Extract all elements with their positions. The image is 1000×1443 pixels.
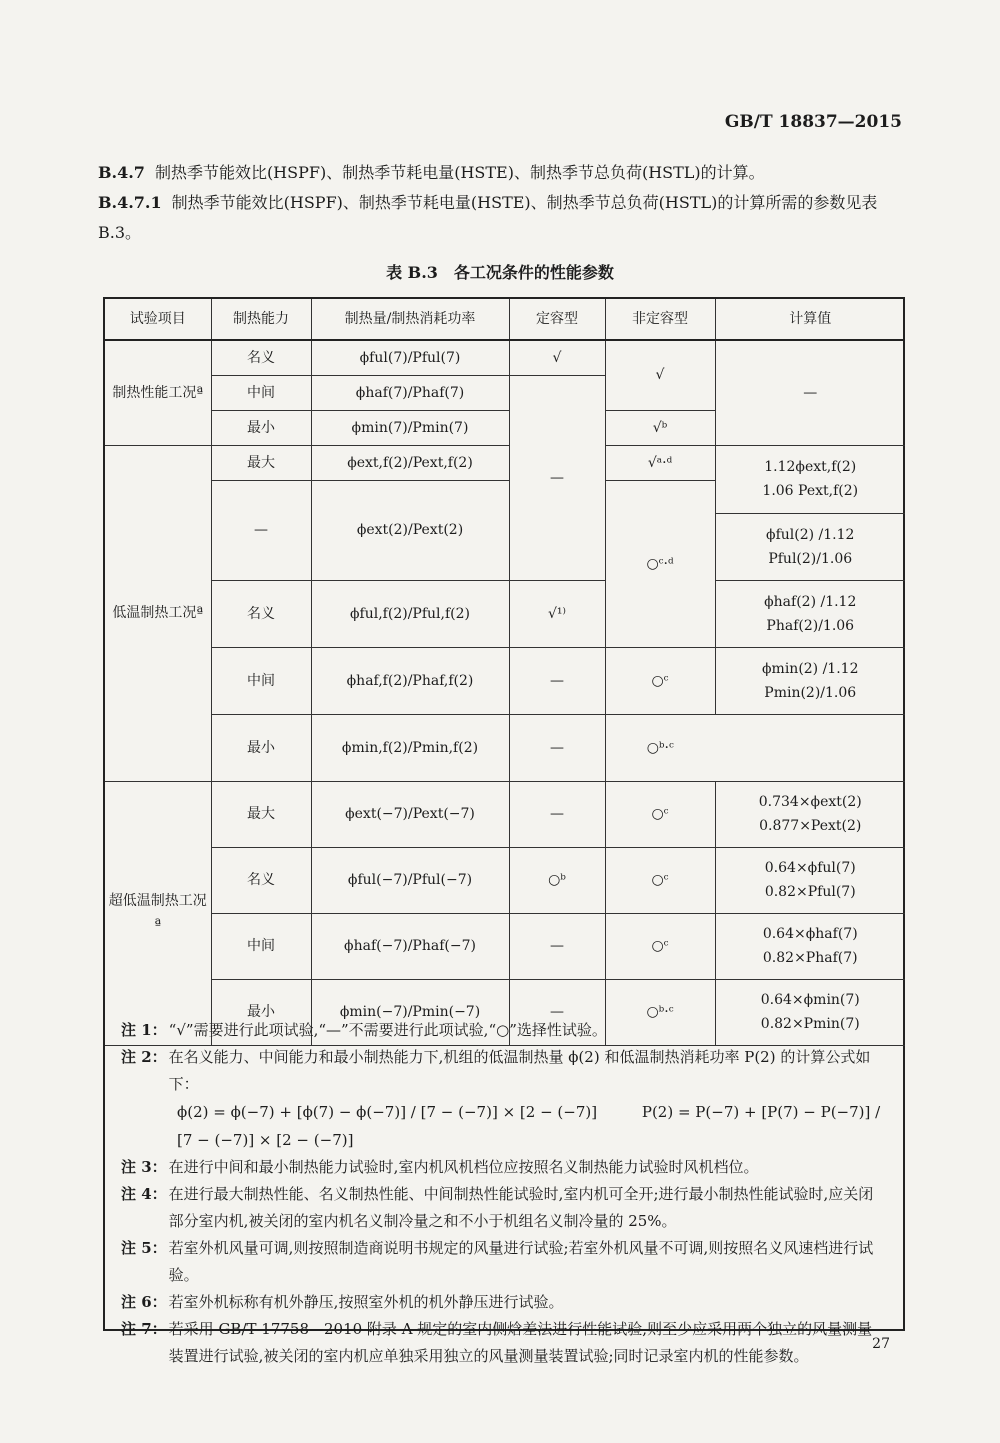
section-number: B.4.7.1 [98,193,162,212]
calc-line: 0.82×Pmin(7) [760,1016,860,1032]
calc-cell [716,514,906,581]
table-row [105,847,905,913]
note-label: 注 4： [121,1185,167,1203]
formula-p: P(2) = P(−7) + [P(7) − P(−7)] / [7 − (−7)] × [2 − (−7)] [177,1103,881,1149]
page-number: 27 [872,1336,890,1352]
fixed-cell: — [509,714,605,781]
table-row [105,714,905,781]
calc-cell [716,446,906,514]
formula-cell: ϕmin(−7)/Pmin(−7) [311,979,509,1045]
note-text: 在进行中间和最小制热能力试验时,室内机风机档位应按照名义制热能力试验时风机档位。 [168,1158,759,1176]
note-1 [121,1017,881,1044]
variable-cell: √ [605,340,715,410]
capacity-cell: 名义 [211,847,311,913]
capacity-cell: 中间 [211,375,311,410]
calc-line: ϕhaf(2) /1.12 [764,593,857,610]
variable-cell: ○ᶜ [605,781,715,847]
calc-cell: — [715,340,905,445]
formula-cell: ϕmin(7)/Pmin(7) [311,410,509,445]
note-text: 在进行最大制热性能、名义制热性能、中间制热性能试验时,室内机可全开;进行最小制热性能试验时,应关闭部分室内机,被关闭的室内机名义制冷量之和不小于机组名义制冷量的 25%。 [168,1185,874,1230]
capacity-cell: 中间 [211,647,311,714]
formula-cell: ϕhaf,f(2)/Phaf,f(2) [311,647,509,714]
fixed-cell: — [509,979,605,1045]
table-header-row [105,299,905,340]
table-row [105,445,905,480]
calc-line: 1.12ϕext,f(2) [764,459,857,475]
variable-cell: ○ᵇ·ᶜ [605,714,715,781]
fixed-cell: √ [509,340,605,375]
capacity-cell: 名义 [211,340,311,375]
section-b47 [98,158,910,188]
formula-cell: ϕext,f(2)/Pext,f(2) [311,445,509,480]
fixed-cell: — [509,781,605,847]
calc-line: Pmin(2)/1.06 [764,684,857,701]
table-row [105,913,905,979]
header-cell: 制热量/制热消耗功率 [311,299,509,340]
calc-line: 0.64×ϕmin(7) [760,992,860,1008]
table-row [105,340,905,375]
note-text: 若室外机风量可调,则按照制造商说明书规定的风量进行试验;若室外机风量不可调,则按照名义风速档进行试验。 [168,1239,874,1284]
calc-line: 1.06 Pext,f(2) [762,483,859,499]
calc-line: 0.877×Pext(2) [759,818,862,834]
calc-line: 0.82×Phaf(7) [762,950,858,966]
performance-table [105,299,905,1046]
calc-line: 0.64×ϕful(7) [764,860,856,876]
variable-cell: ○ᶜ [605,913,715,979]
note-text: “√”需要进行此项试验,“—”不需要进行此项试验,“○”选择性试验。 [168,1021,607,1039]
calc-cell [715,781,905,847]
fixed-cell: √¹⁾ [509,580,605,647]
fixed-cell: — [509,647,605,714]
note-2 [121,1044,881,1098]
note-label: 注 7： [121,1320,167,1338]
note-label: 注 1： [121,1021,167,1039]
calc-line: ϕmin(2) /1.12 [762,660,859,677]
header-cell: 定容型 [509,299,605,340]
formula-cell: ϕful(7)/Pful(7) [311,340,509,375]
section-text: 制热季节能效比(HSPF)、制热季节耗电量(HSTE)、制热季节总负荷(HSTL)的计算。 [154,163,765,182]
calc-cell [715,847,905,913]
calc-cell-blank [715,445,905,714]
calc-cell [716,648,906,714]
note-4 [121,1181,881,1235]
note-6 [121,1289,881,1316]
capacity-cell: 名义 [211,580,311,647]
fixed-cell: — [509,913,605,979]
section-text: 制热季节能效比(HSPF)、制热季节耗电量(HSTE)、制热季节总负荷(HSTL)的计算所需的参数见表 B.3。 [98,193,878,242]
variable-cell: √ᵇ [605,410,715,445]
group-heating-performance: 制热性能工况ª [105,340,211,445]
calc-line: 0.82×Pful(7) [764,884,856,900]
formula-cell: ϕext(−7)/Pext(−7) [311,781,509,847]
header-cell: 计算值 [715,299,905,340]
calc-cell [716,581,906,648]
formula-cell: ϕext(2)/Pext(2) [311,480,509,580]
capacity-cell: 最小 [211,410,311,445]
variable-cell: ○ᶜ [605,647,715,714]
formula-cell: ϕful(−7)/Pful(−7) [311,847,509,913]
formula-cell: ϕhaf(−7)/Phaf(−7) [311,913,509,979]
capacity-cell: 最大 [211,445,311,480]
calc-cell [715,913,905,979]
note-label: 注 5： [121,1239,167,1257]
note-2-formulas [121,1098,881,1154]
calc-line: 0.734×ϕext(2) [758,794,862,810]
calc-line: 0.64×ϕhaf(7) [762,926,858,942]
note-text: 若采用 GB/T 17758—2010 附录 A 规定的室内侧焓差法进行性能试验,则至少应采用两个独立的风量测量装置进行试验,被关闭的室内机应单独采用独立的风量测量装置试验;同时记录室内机的性能参数。 [168,1320,873,1365]
capacity-cell: 中间 [211,913,311,979]
capacity-cell: 最大 [211,781,311,847]
performance-table-frame [103,297,905,1365]
variable-cell: √ᵃ·ᵈ [605,445,715,480]
section-number: B.4.7 [98,163,145,182]
variable-cell: ○ᵇ·ᶜ [605,979,715,1045]
capacity-cell: 最小 [211,979,311,1045]
calc-line: Pful(2)/1.06 [768,550,853,567]
calc-line: ϕful(2) /1.12 [766,526,855,543]
fixed-cell: ○ᵇ [509,847,605,913]
header-cell: 非定容型 [605,299,715,340]
variable-cell: ○ᶜ [605,847,715,913]
table-caption: 表 B.3 各工况条件的性能参数 [386,263,614,282]
note-5 [121,1235,881,1289]
table-row [105,781,905,847]
note-label: 注 3： [121,1158,167,1176]
header-cell: 制热能力 [211,299,311,340]
formula-phi: ϕ(2) = ϕ(−7) + [ϕ(7) − ϕ(−7)] / [7 − (−7)] × [2 − (−7)] [177,1103,598,1121]
group-low-temp: 低温制热工况ª [105,445,211,781]
note-label: 注 6： [121,1293,167,1311]
calc-line: Phaf(2)/1.06 [766,617,855,634]
note-label: 注 2： [121,1048,167,1066]
header-cell: 试验项目 [105,299,211,340]
table-notes [105,1017,881,1370]
note-7 [121,1316,881,1370]
group-ultra-low-temp: 超低温制热工况ª [105,781,211,1045]
note-text: 若室外机标称有机外静压,按照室外机的机外静压进行试验。 [168,1293,564,1311]
capacity-cell: 最小 [211,714,311,781]
section-b471 [98,188,910,248]
standard-number: GB/T 18837—2015 [724,112,902,132]
note-text: 在名义能力、中间能力和最小制热能力下,机组的低温制热量 ϕ(2) 和低温制热消耗功率 P(2) 的计算公式如下： [168,1048,871,1093]
capacity-cell: — [211,480,311,580]
formula-cell: ϕful,f(2)/Pful,f(2) [311,580,509,647]
formula-cell: ϕmin,f(2)/Pmin,f(2) [311,714,509,781]
note-3 [121,1154,881,1181]
formula-cell: ϕhaf(7)/Phaf(7) [311,375,509,410]
fixed-cell: — [509,375,605,580]
variable-cell: ○ᶜ·ᵈ [605,480,715,647]
